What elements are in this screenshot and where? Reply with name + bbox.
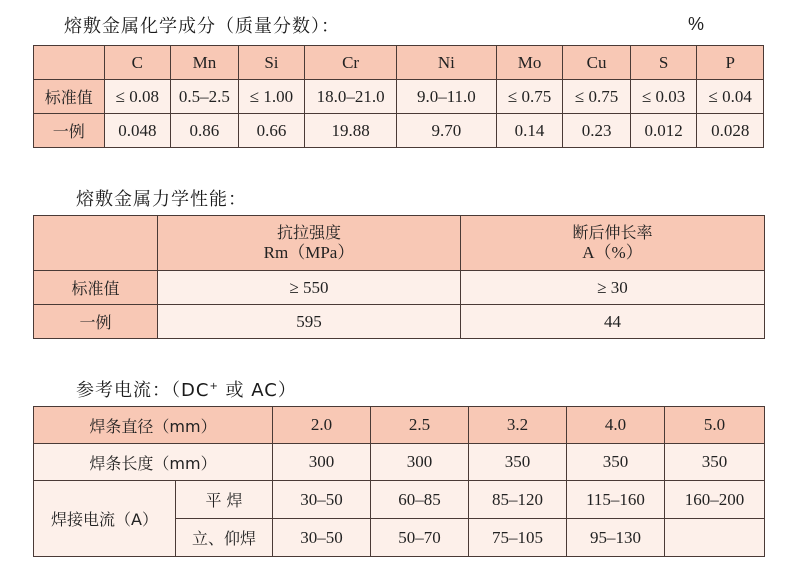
table-cell: 18.0–21.0 (305, 80, 397, 114)
table-cell: ≤ 0.03 (630, 80, 697, 114)
table-cell: 0.66 (238, 114, 305, 148)
composition-title: 熔敷金属化学成分（质量分数）： (64, 16, 340, 37)
column-header-name: 断后伸长率 (572, 223, 653, 242)
column-header: P (697, 46, 764, 80)
table-row (34, 80, 764, 114)
row-label: 标准值 (34, 80, 105, 114)
table-cell: 3.2 (469, 407, 567, 444)
table-cell: 19.88 (305, 114, 397, 148)
table-cell: ≤ 1.00 (238, 80, 305, 114)
column-header: Ni (396, 46, 496, 80)
column-header: Cu (563, 46, 631, 80)
table-cell: ≥ 550 (158, 271, 461, 305)
column-header-name: 抗拉强度 (276, 223, 341, 242)
table-cell: 0.048 (104, 114, 171, 148)
table-cell: 0.14 (496, 114, 563, 148)
column-header-unit: Rm（MPa） (263, 243, 355, 262)
table-cell: 115–160 (567, 481, 665, 519)
table-cell: 5.0 (665, 407, 765, 444)
table-cell: 0.028 (697, 114, 764, 148)
current-title (76, 376, 297, 402)
row-label: 焊条长度（mm） (34, 444, 273, 481)
table-cell: 300 (273, 444, 371, 481)
table-cell: 160–200 (665, 481, 765, 519)
table-row (34, 407, 765, 444)
table-cell: 0.012 (630, 114, 697, 148)
row-label: 一例 (34, 114, 105, 148)
column-header-unit: A（%） (582, 243, 643, 262)
column-header: Mo (496, 46, 563, 80)
mechanical-corner-cell (34, 216, 158, 271)
composition-unit: % (688, 14, 705, 34)
mechanical-table (33, 215, 765, 339)
table-cell: 350 (469, 444, 567, 481)
table-cell: 9.70 (396, 114, 496, 148)
column-header: Cr (305, 46, 397, 80)
column-header: Si (238, 46, 305, 80)
row-label: 标准值 (34, 271, 158, 305)
mechanical-title: 熔敷金属力学性能： (76, 189, 247, 210)
table-cell: 2.0 (273, 407, 371, 444)
current-title-sup: + (209, 381, 219, 392)
column-header (158, 216, 461, 271)
table-cell: ≥ 30 (461, 271, 765, 305)
row-label: 焊条直径（mm） (34, 407, 273, 444)
row-label: 焊接电流（A） (34, 481, 176, 557)
table-cell: 2.5 (371, 407, 469, 444)
row-label: 一例 (34, 305, 158, 339)
table-row (34, 114, 764, 148)
table-row (34, 305, 765, 339)
row-sublabel: 平 焊 (176, 481, 273, 519)
composition-corner-cell (34, 46, 105, 80)
table-cell: 300 (371, 444, 469, 481)
table-row (34, 444, 765, 481)
table-cell: ≤ 0.75 (563, 80, 631, 114)
composition-table (33, 45, 764, 148)
row-sublabel: 立、仰焊 (176, 519, 273, 557)
column-header: C (104, 46, 171, 80)
column-header (461, 216, 765, 271)
table-cell: ≤ 0.08 (104, 80, 171, 114)
table-cell: 350 (665, 444, 765, 481)
table-cell: 60–85 (371, 481, 469, 519)
table-cell (665, 519, 765, 557)
current-title-main: 参考电流：（DC (76, 380, 210, 401)
table-cell: 0.5–2.5 (171, 80, 239, 114)
current-title-tail: 或 AC） (218, 380, 297, 401)
table-cell: 50–70 (371, 519, 469, 557)
table-cell: 595 (158, 305, 461, 339)
table-row (34, 271, 765, 305)
table-cell: ≤ 0.75 (496, 80, 563, 114)
table-cell: 350 (567, 444, 665, 481)
table-cell: 85–120 (469, 481, 567, 519)
table-cell: 4.0 (567, 407, 665, 444)
table-cell: 9.0–11.0 (396, 80, 496, 114)
column-header: Mn (171, 46, 239, 80)
current-table (33, 406, 765, 557)
table-cell: 0.86 (171, 114, 239, 148)
table-cell: 95–130 (567, 519, 665, 557)
table-cell: 30–50 (273, 481, 371, 519)
table-cell: 75–105 (469, 519, 567, 557)
column-header: S (630, 46, 697, 80)
table-row (34, 481, 765, 519)
table-cell: 44 (461, 305, 765, 339)
table-cell: 0.23 (563, 114, 631, 148)
table-cell: 30–50 (273, 519, 371, 557)
table-cell: ≤ 0.04 (697, 80, 764, 114)
